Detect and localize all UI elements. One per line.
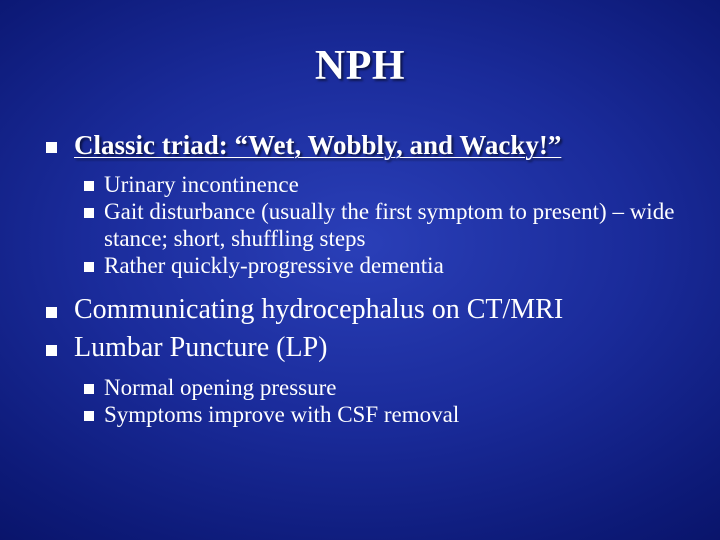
sub-bullet-item-gait [46, 198, 686, 252]
bullet-text: Classic triad: “Wet, Wobbly, and Wacky!” [74, 130, 562, 160]
bullet-item-classic-triad [46, 128, 686, 162]
bullet-item-communicating-hydrocephalus [46, 293, 686, 327]
sub-bullet-text: Gait disturbance (usually the first symptom to present) – wide stance; short, shuffling steps [104, 199, 675, 251]
square-bullet-icon [46, 142, 57, 153]
square-bullet-icon [84, 262, 94, 272]
square-bullet-icon [84, 181, 94, 191]
square-bullet-icon [84, 384, 94, 394]
square-bullet-icon [46, 307, 57, 318]
sub-bullet-item-dementia [46, 252, 686, 279]
sub-bullet-text: Normal opening pressure [104, 375, 337, 400]
bullet-text: Communicating hydrocephalus on CT/MRI [74, 294, 564, 325]
bullet-item-lumbar-puncture [46, 331, 686, 365]
sub-bullet-item-opening-pressure [46, 374, 686, 401]
sub-bullet-item-csf-removal [46, 401, 686, 428]
bullet-text: Lumbar Puncture (LP) [74, 332, 328, 363]
slide-title: NPH [314, 43, 406, 89]
square-bullet-icon [46, 345, 57, 356]
sub-bullet-text: Urinary incontinence [104, 172, 299, 197]
sub-bullet-text: Rather quickly-progressive dementia [104, 253, 444, 278]
square-bullet-icon [84, 208, 94, 218]
sub-bullet-text: Symptoms improve with CSF removal [104, 402, 460, 427]
square-bullet-icon [84, 411, 94, 421]
sub-bullet-item-urinary [46, 171, 686, 198]
slide-content [46, 128, 686, 428]
